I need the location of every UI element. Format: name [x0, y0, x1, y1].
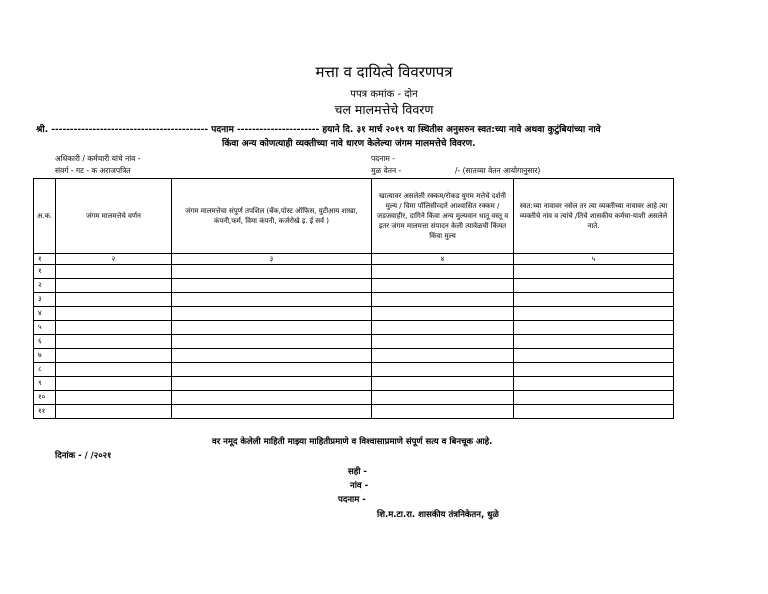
table-cell[interactable] — [56, 265, 172, 279]
table-cell[interactable] — [372, 265, 514, 279]
column-number: २ — [56, 254, 172, 265]
form-subtitle: चल मालमत्तेचे विवरण — [334, 102, 434, 117]
officer-name-label: अधिकारी / कर्मचारी यांचे नांव - — [55, 154, 141, 163]
table-row — [34, 363, 674, 377]
table-cell[interactable] — [514, 363, 674, 377]
intro-line-2: किंवा अन्य कोणत्याही व्यक्तीच्या नावे धारण केलेल्या जंगम मालमत्तेचे विवरण. — [222, 139, 476, 149]
footer-designation-label: पदनाम - — [338, 495, 366, 505]
table-cell[interactable] — [372, 377, 514, 391]
table-row — [34, 321, 674, 335]
table-cell[interactable] — [372, 279, 514, 293]
column-number: ३ — [172, 254, 372, 265]
table-cell[interactable] — [514, 405, 674, 419]
table-cell[interactable] — [56, 349, 172, 363]
table-cell[interactable] — [372, 349, 514, 363]
signature-label: सही - — [348, 467, 367, 477]
table-cell[interactable] — [172, 377, 372, 391]
basic-pay-label: मुळ वेतन - — [371, 166, 402, 175]
table-cell[interactable] — [56, 335, 172, 349]
table-cell[interactable] — [172, 307, 372, 321]
table-cell[interactable] — [514, 293, 674, 307]
col-header-description: जंगम मालमत्तेचे वर्णन — [56, 179, 172, 254]
table-cell[interactable] — [372, 293, 514, 307]
row-serial-number: ६ — [34, 335, 56, 349]
row-serial-number: ११ — [34, 405, 56, 419]
row-serial-number: ४ — [34, 307, 56, 321]
table-cell[interactable] — [56, 293, 172, 307]
table-cell[interactable] — [514, 279, 674, 293]
table-cell[interactable] — [56, 405, 172, 419]
column-number: १ — [34, 254, 56, 265]
table-row — [34, 265, 674, 279]
column-number-row — [34, 254, 674, 265]
table-cell[interactable] — [172, 335, 372, 349]
table-cell[interactable] — [372, 391, 514, 405]
column-number: ५ — [514, 254, 674, 265]
table-cell[interactable] — [56, 321, 172, 335]
row-serial-number: ९ — [34, 377, 56, 391]
table-cell[interactable] — [372, 335, 514, 349]
date-line: दिनांक - / /२०२१ — [55, 451, 112, 461]
table-cell[interactable] — [372, 307, 514, 321]
row-serial-number: १ — [34, 265, 56, 279]
pay-commission-note: /- (सातव्या वेतन आयोगानुसार) — [455, 166, 541, 175]
table-cell[interactable] — [514, 321, 674, 335]
table-cell[interactable] — [372, 363, 514, 377]
table-cell[interactable] — [372, 405, 514, 419]
table-cell[interactable] — [56, 307, 172, 321]
table-cell[interactable] — [56, 391, 172, 405]
table-row — [34, 335, 674, 349]
col-header-relation: स्वत:च्या नावावर नसेल तर त्या व्यक्तीच्या नावावर आहे त्या व्यक्तीचे नांव व त्यांचे /तिचे शासकीय कर्मचा-याशी असलेले नाते. — [514, 179, 674, 254]
table-cell[interactable] — [172, 363, 372, 377]
form-number: पपत्र कमांक - दोन — [350, 89, 418, 100]
designation-field-label: पदनाम - — [371, 154, 395, 163]
row-serial-number: २ — [34, 279, 56, 293]
row-serial-number: ३ — [34, 293, 56, 307]
table-cell[interactable] — [172, 279, 372, 293]
row-serial-number: ८ — [34, 363, 56, 377]
table-cell[interactable] — [56, 363, 172, 377]
table-row — [34, 391, 674, 405]
table-cell[interactable] — [56, 377, 172, 391]
table-header-row — [34, 179, 674, 254]
name-label: नांव - — [350, 481, 369, 491]
row-serial-number: ५ — [34, 321, 56, 335]
table-cell[interactable] — [172, 391, 372, 405]
table-cell[interactable] — [514, 335, 674, 349]
table-row — [34, 349, 674, 363]
table-cell[interactable] — [514, 307, 674, 321]
column-number: ४ — [372, 254, 514, 265]
table-cell[interactable] — [514, 391, 674, 405]
table-row — [34, 377, 674, 391]
table-cell[interactable] — [514, 349, 674, 363]
col-header-value: खात्यावर असलेली रक्कम/रोकड युगम मत्तेचे दर्शनी मुल्य / विमा पॉलिसीव्दारे आश्वासित रक्कम /जडजवाहीर, दागिने किंवा अन्य मुल्यवान धातू वस्तू व इतर जंगम मालमत्ता संपादन केली त्यावेळची किंमत किंवा मुल्य — [372, 179, 514, 254]
table-cell[interactable] — [172, 405, 372, 419]
table-row — [34, 405, 674, 419]
table-row — [34, 293, 674, 307]
row-serial-number: १० — [34, 391, 56, 405]
table-cell[interactable] — [514, 265, 674, 279]
table-cell[interactable] — [172, 321, 372, 335]
table-cell[interactable] — [372, 321, 514, 335]
table-cell[interactable] — [172, 293, 372, 307]
table-cell[interactable] — [172, 349, 372, 363]
declaration-text: वर नमूद केलेली माहिती माझ्या माहितीप्रमाणे व विश्वासाप्रमाणे संपूर्ण सत्य व बिनचूक आहे. — [212, 437, 493, 447]
table-cell[interactable] — [172, 265, 372, 279]
institution-name: शि.म.टा.रा. शासकीय तंत्रनिकेतन, धुळे — [377, 510, 499, 520]
table-row — [34, 307, 674, 321]
table-cell[interactable] — [514, 377, 674, 391]
table-cell[interactable] — [56, 279, 172, 293]
cadre-label: संवर्ग - गट - क अराजपत्रित — [55, 166, 131, 175]
page-title: मत्ता व दायित्वे विवरणपत्र — [315, 63, 453, 81]
intro-line-1: श्री. ------------------------------------------ पदनाम ---------------------- हयाने दि. ३१ मार्च २०१९ या स्थितीस अनुसरुन स्वत:च्या नावे अथवा कुटुंबियांच्या नावे — [36, 125, 601, 135]
asset-table — [33, 178, 674, 419]
table-row — [34, 279, 674, 293]
row-serial-number: ७ — [34, 349, 56, 363]
col-header-details: जंगम मालमत्तेचा संपूर्ण तपशिल (बँक,पोस्ट ऑफिस, युटीआय शाखा, कंपनी,फर्म, विमा कंपनी, कर्जरोखे इ. ई सर्व ) — [172, 179, 372, 254]
col-header-serial: अ.क. — [34, 179, 56, 254]
